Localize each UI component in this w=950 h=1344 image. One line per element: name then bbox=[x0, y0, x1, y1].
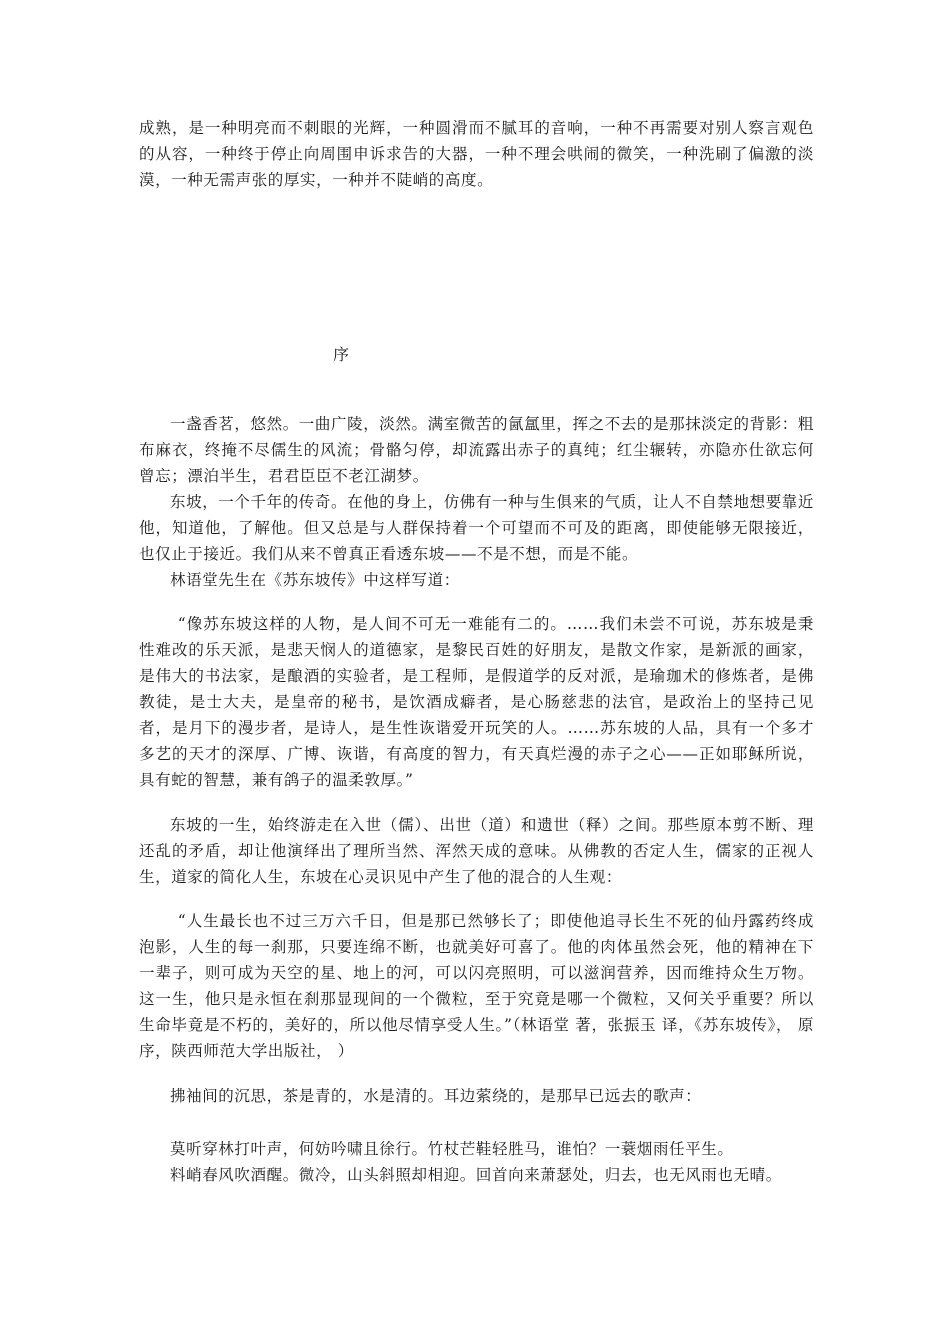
paragraph-preface-4: 东坡的一生，始终游走在入世（儒）、出世（道）和遗世（释）之间。那些原本剪不断、理还乱的矛盾，却让他演绎出了理所当然、浑然天成的意味。从佛教的否定人生，儒家的正视人生，道家的简化人生，东坡在心灵识见中产生了他的混合的人生观： bbox=[139, 816, 814, 886]
paragraph-preface-1: 一盏香茗，悠然。一曲广陵，淡然。满室微苦的氤氲里，挥之不去的是那抹淡定的背影：粗布麻衣，终掩不尽儒生的风流；骨骼匀停，却流露出赤子的真纯；红尘辗转，亦隐亦仕欲忘何曾忘；漂泊半生，君君臣臣不老江湖梦。 bbox=[139, 415, 815, 485]
paragraph-preface-2: 东坡，一个千年的传奇。在他的身上，仿佛有一种与生俱来的气质，让人不自禁地想要靠近他，知道他，了解他。但又总是与人群保持着一个可望而不可及的距离，即使能够无限接近，也仅止于接近。我们从来不曾真正看透东坡——不是不想，而是不能。 bbox=[139, 493, 815, 563]
paragraph-preface-3: 林语堂先生在《苏东坡传》中这样写道： bbox=[170, 571, 460, 589]
poem-line-2: 料峭春风吹酒醒。微冷，山头斜照却相迎。回首向来萧瑟处，归去，也无风雨也无晴。 bbox=[170, 1166, 782, 1184]
section-title: 序 bbox=[333, 345, 351, 364]
intro-paragraph: 成熟，是一种明亮而不刺眼的光辉，一种圆滑而不腻耳的音响，一种不再需要对别人察言观色的从容，一种终于停止向周围申诉求告的大器，一种不理会哄闹的微笑，一种洗刷了偏激的淡漠，一种无需声张的厚实，一种并不陡峭的高度。 bbox=[139, 119, 814, 189]
quote-lin-yutang-2: “人生最长也不过三万六千日，但是那已然够长了；即使他追寻长生不死的仙丹露药终成泡影，人生的每一刹那，只要连绵不断，也就美好可喜了。他的肉体虽然会死，他的精神在下一辈子，则可成为天空的星、地上的河，可以闪亮照明，可以滋润营养，因而维持众生万物。这一生，他只是永恒在刹那显现间的一个微粒，至于究竟是哪一个微粒，又何关乎重要？所以生命毕竟是不朽的，美好的，所以他尽情享受人生。”（林语堂 著，张振玉 译，《苏东坡传》， 原序，陕西师范大学出版社， ） bbox=[139, 912, 814, 1060]
quote-lin-yutang-1: “像苏东坡这样的人物，是人间不可无一难能有二的。……我们未尝不可说，苏东坡是秉性难改的乐天派，是悲天悯人的道德家，是黎民百姓的好朋友，是散文作家，是新派的画家，是伟大的书法家，是酿酒的实验者，是工程师，是假道学的反对派，是瑜珈术的修炼者，是佛教徒，是士大夫，是皇帝的秘书，是饮酒成癖者，是心肠慈悲的法官，是政治上的坚持己见者，是月下的漫步者，是诗人，是生性诙谐爱开玩笑的人。……苏东坡的人品，具有一个多才多艺的天才的深厚、广博、诙谐，有高度的智力，有天真烂漫的赤子之心——正如耶稣所说，具有蛇的智慧，兼有鸽子的温柔敦厚。” bbox=[139, 615, 814, 789]
poem-line-1: 莫听穿林打叶声，何妨吟啸且徐行。竹杖芒鞋轻胜马，谁怕？一蓑烟雨任平生。 bbox=[170, 1140, 734, 1158]
paragraph-preface-5: 拂袖间的沉思，茶是青的，水是清的。耳边萦绕的，是那早已远去的歌声： bbox=[170, 1087, 702, 1105]
